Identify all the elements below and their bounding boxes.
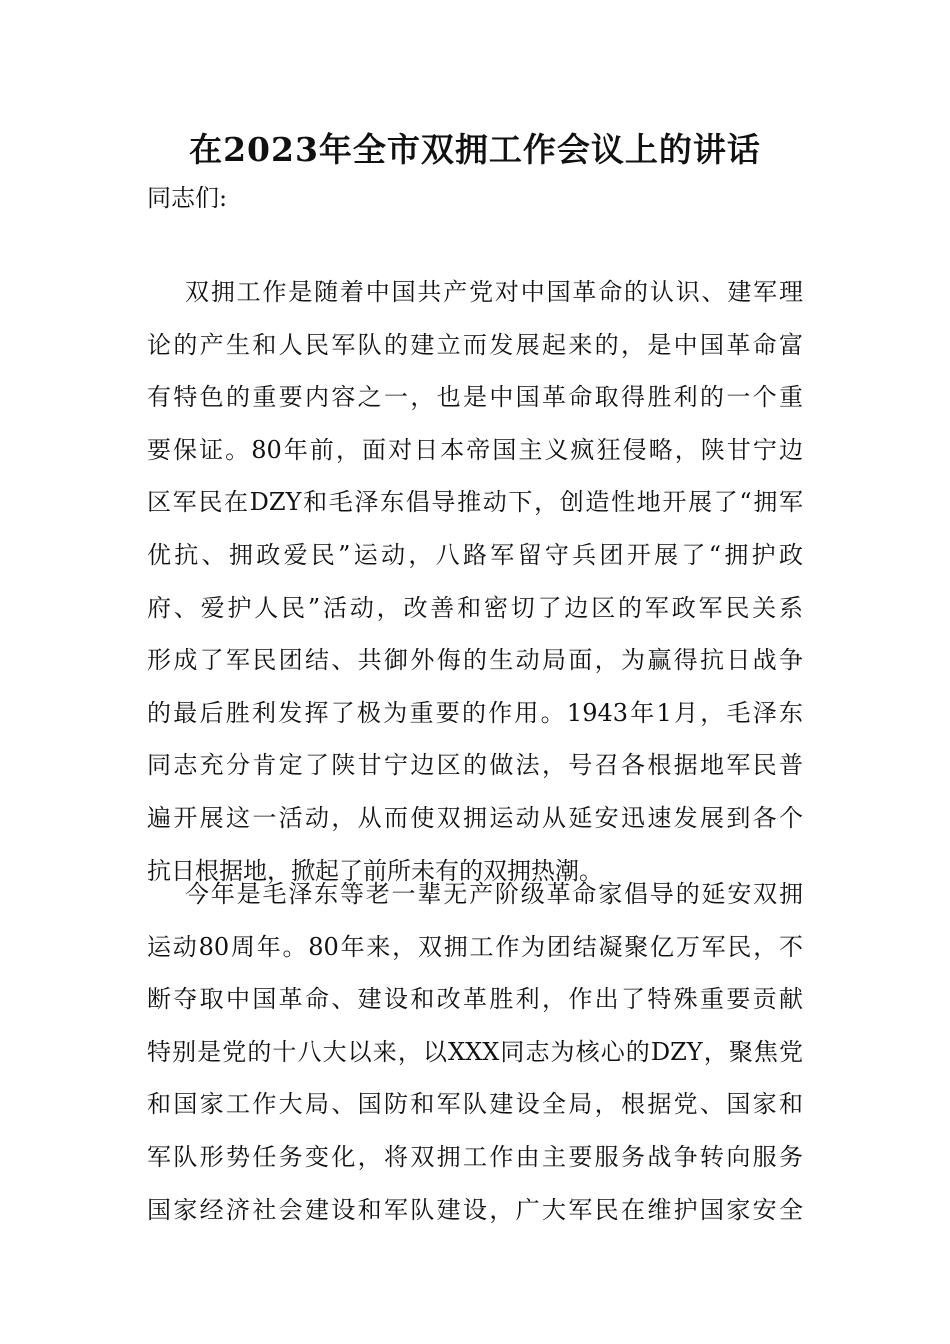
- paragraph-line: 有特色的重要内容之一，也是中国革命取得胜利的一个重: [147, 383, 803, 412]
- document-title: 在2023年全市双拥工作会议上的讲话: [189, 130, 761, 169]
- salutation: 同志们:: [147, 184, 228, 212]
- paragraph-line: 特别是党的十八大以来，以XXX同志为核心的DZY，聚焦党: [147, 1037, 803, 1066]
- paragraph-line: 断夺取中国革命、建设和改革胜利，作出了特殊重要贡献: [147, 985, 803, 1014]
- paragraph-line: 今年是毛泽东等老一辈无产阶级革命家倡导的延安双拥: [185, 880, 803, 908]
- paragraph-line: 国家经济社会建设和军队建设，广大军民在维护国家安全: [147, 1195, 803, 1224]
- paragraph-line: 运动80周年。80年来，双拥工作为团结凝聚亿万军民，不: [147, 932, 803, 961]
- paragraph-line: 和国家工作大局、国防和军队建设全局，根据党、国家和: [147, 1090, 803, 1119]
- paragraph-line: 的最后胜利发挥了极为重要的作用。1943年1月，毛泽东: [147, 698, 803, 727]
- paragraph-line: 区军民在DZY和毛泽东倡导推动下，创造性地开展了“拥军: [147, 488, 803, 517]
- paragraph-line: 优抗、拥政爱民”运动，八路军留守兵团开展了“拥护政: [147, 540, 803, 569]
- paragraph-line: 论的产生和人民军队的建立而发展起来的，是中国革命富: [147, 330, 803, 359]
- paragraph-2: [147, 868, 803, 1236]
- paragraph-line: 府、爱护人民”活动，改善和密切了边区的军政军民关系: [147, 593, 803, 622]
- paragraph-line: 遍开展这一活动，从而使双拥运动从延安迅速发展到各个: [147, 803, 803, 832]
- paragraph-line: 同志充分肯定了陕甘宁边区的做法，号召各根据地军民普: [147, 751, 803, 780]
- paragraph-line: 双拥工作是随着中国共产党对中国革命的认识、建军理: [185, 278, 803, 306]
- paragraph-line: 形成了军民团结、共御外侮的生动局面，为赢得抗日战争: [147, 646, 803, 675]
- paragraph-line: 军队形势任务变化，将双拥工作由主要服务战争转向服务: [147, 1142, 803, 1171]
- paragraph-line: 要保证。80年前，面对日本帝国主义疯狂侵略，陕甘宁边: [147, 435, 803, 464]
- paragraph-1: [147, 266, 803, 897]
- paragraph-line: 抗日根据地，掀起了前所未有的双拥热潮。: [147, 856, 603, 885]
